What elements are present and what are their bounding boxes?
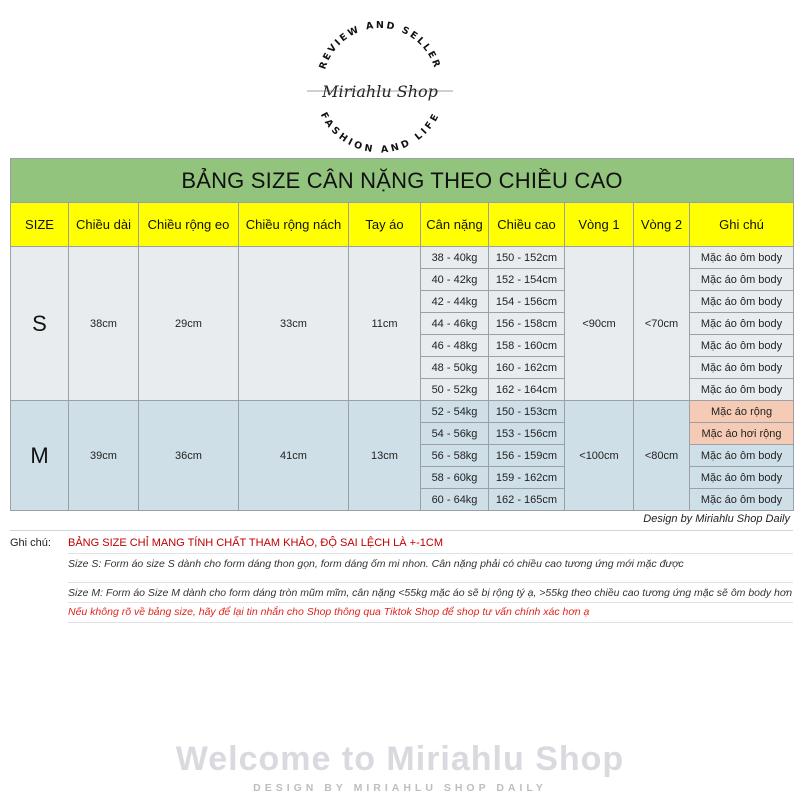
note-cell: Mặc áo ôm body [690, 335, 794, 357]
note-cell: Mặc áo ôm body [690, 357, 794, 379]
notes-body [68, 531, 793, 623]
header-cell: Vòng 1 [565, 203, 634, 247]
note-cell: Mặc áo ôm body [690, 291, 794, 313]
header-cell: Vòng 2 [634, 203, 690, 247]
note-size-m: Size M: Form áo Size M dành cho form dáng tròn mũm mĩm, cân nặng <55kg mặc áo sẽ bị rộng tý ạ, >55kg theo chiều cao tương ứng mặc sẽ ôm body hơn [68, 583, 793, 603]
height-cell: 162 - 165cm [489, 489, 565, 511]
table-row [11, 247, 794, 269]
weight-cell: 46 - 48kg [421, 335, 489, 357]
bust-cell: <100cm [565, 401, 634, 511]
weight-cell: 60 - 64kg [421, 489, 489, 511]
bust-cell: <90cm [565, 247, 634, 401]
height-cell: 159 - 162cm [489, 467, 565, 489]
height-cell: 153 - 156cm [489, 423, 565, 445]
header-cell: Chiều rộng nách [239, 203, 349, 247]
weight-cell: 58 - 60kg [421, 467, 489, 489]
weight-cell: 44 - 46kg [421, 313, 489, 335]
notes-label: Ghi chú: [10, 537, 51, 549]
header-cell: SIZE [11, 203, 69, 247]
note-disclaimer: BẢNG SIZE CHỈ MANG TÍNH CHẤT THAM KHẢO, ĐỘ SAI LỆCH LÀ +-1CM [68, 531, 793, 554]
length-cell: 38cm [69, 247, 139, 401]
height-cell: 150 - 152cm [489, 247, 565, 269]
weight-cell: 38 - 40kg [421, 247, 489, 269]
waist-cell: 36cm [139, 401, 239, 511]
waist-cell: 29cm [139, 247, 239, 401]
height-cell: 158 - 160cm [489, 335, 565, 357]
shop-logo [285, 5, 475, 160]
note-contact: Nếu không rõ về bảng size, hãy để lại tin nhắn cho Shop thông qua Tiktok Shop để shop tư vấn chính xác hơn ạ [68, 603, 793, 623]
waist2-cell: <80cm [634, 401, 690, 511]
weight-cell: 40 - 42kg [421, 269, 489, 291]
height-cell: 152 - 154cm [489, 269, 565, 291]
header-cell: Tay áo [349, 203, 421, 247]
armpit-cell: 33cm [239, 247, 349, 401]
weight-cell: 56 - 58kg [421, 445, 489, 467]
welcome-subtitle: DESIGN BY MIRIAHLU SHOP DAILY [253, 782, 547, 794]
table-row [11, 401, 794, 423]
note-cell: Mặc áo ôm body [690, 247, 794, 269]
size-letter: S [11, 247, 69, 401]
logo-script-text: Miriahlu Shop [322, 82, 438, 101]
sleeve-cell: 13cm [349, 401, 421, 511]
note-cell: Mặc áo ôm body [690, 313, 794, 335]
height-cell: 156 - 159cm [489, 445, 565, 467]
table-title: BẢNG SIZE CÂN NẶNG THEO CHIỀU CAO [11, 159, 794, 203]
size-letter: M [11, 401, 69, 511]
note-cell: Mặc áo ôm body [690, 269, 794, 291]
header-cell: Ghi chú [690, 203, 794, 247]
notes-section [10, 530, 793, 623]
weight-cell: 42 - 44kg [421, 291, 489, 313]
logo-top-text: REVIEW AND SELLER [317, 19, 443, 71]
armpit-cell: 41cm [239, 401, 349, 511]
note-cell: Mặc áo ôm body [690, 445, 794, 467]
weight-cell: 54 - 56kg [421, 423, 489, 445]
note-size-s: Size S: Form áo size S dành cho form dáng thon gọn, form dáng ốm mi nhon. Cân nặng phải có chiều cao tương ứng mới mặc được [68, 554, 793, 583]
height-cell: 154 - 156cm [489, 291, 565, 313]
weight-cell: 50 - 52kg [421, 379, 489, 401]
weight-cell: 52 - 54kg [421, 401, 489, 423]
size-chart-table [10, 158, 794, 511]
sleeve-cell: 11cm [349, 247, 421, 401]
note-cell: Mặc áo rộng [690, 401, 794, 423]
note-cell: Mặc áo ôm body [690, 379, 794, 401]
header-row [11, 203, 794, 247]
header-cell: Chiều dài [69, 203, 139, 247]
length-cell: 39cm [69, 401, 139, 511]
height-cell: 160 - 162cm [489, 357, 565, 379]
header-cell: Cân nặng [421, 203, 489, 247]
weight-cell: 48 - 50kg [421, 357, 489, 379]
height-cell: 156 - 158cm [489, 313, 565, 335]
logo-bottom-text: FASHION AND LIFE [317, 110, 443, 156]
height-cell: 162 - 164cm [489, 379, 565, 401]
welcome-banner: Welcome to Miriahlu Shop [175, 740, 625, 778]
height-cell: 150 - 153cm [489, 401, 565, 423]
header-cell: Chiều cao [489, 203, 565, 247]
note-cell: Mặc áo ôm body [690, 467, 794, 489]
title-row [11, 159, 794, 203]
logo-badge [285, 5, 475, 160]
size-chart-body [11, 159, 794, 511]
design-credit: Design by Miriahlu Shop Daily [643, 513, 790, 525]
note-cell: Mặc áo hơi rộng [690, 423, 794, 445]
note-cell: Mặc áo ôm body [690, 489, 794, 511]
header-cell: Chiều rộng eo [139, 203, 239, 247]
waist2-cell: <70cm [634, 247, 690, 401]
